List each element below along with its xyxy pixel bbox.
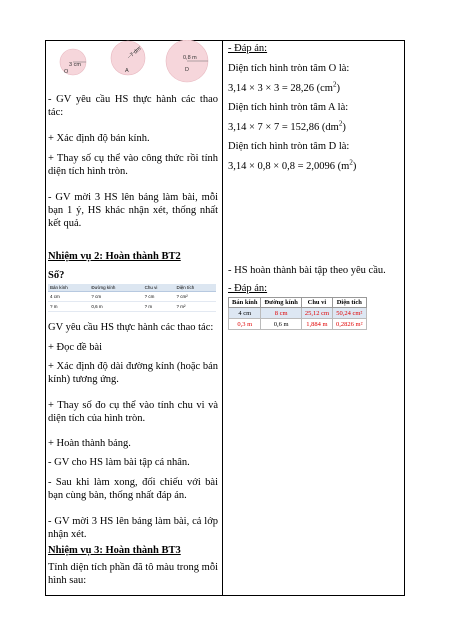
right-line3: Diện tích hình tròn tâm A là: bbox=[228, 102, 349, 113]
mini-cell: ? m² bbox=[175, 302, 216, 312]
task3-title: Nhiệm vụ 3: Hoàn thành BT3 bbox=[48, 545, 181, 556]
so-label: Số? bbox=[48, 270, 65, 281]
mini-header-area: Diện tích bbox=[175, 284, 216, 292]
right-line4: 3,14 × 7 × 7 = 152,86 $(dm^2)$ bbox=[228, 119, 346, 133]
mini-header-radius: Bán kính bbox=[48, 284, 89, 292]
circle-o-radius: 3 cm bbox=[69, 62, 81, 68]
left-p1: - GV yêu cầu HS thực hành các thao tác: bbox=[48, 94, 218, 118]
task2-title: Nhiệm vụ 2: Hoàn thành BT2 bbox=[48, 251, 181, 262]
left-p6: + Đọc đề bài bbox=[48, 342, 103, 353]
table-row bbox=[48, 292, 216, 302]
ans-cell: 0,3 m bbox=[229, 319, 261, 330]
mini-cell: ? m bbox=[48, 302, 89, 312]
left-p12: - GV mời 3 HS lên bảng làm bài, cả lớp nhận xét. bbox=[48, 516, 218, 540]
mini-cell: ? cm bbox=[143, 292, 175, 302]
circle-d-radius: 0,8 m bbox=[183, 55, 197, 61]
answer-label-2: - Đáp án: bbox=[228, 283, 268, 294]
ans-cell: 25,12 cm bbox=[301, 308, 332, 319]
right-line5: Diện tích hình tròn tâm D là: bbox=[228, 141, 350, 152]
column-divider bbox=[222, 40, 223, 596]
ans-header-diameter: Đường kính bbox=[261, 298, 301, 308]
mini-cell: ? m bbox=[143, 302, 175, 312]
circles-figure bbox=[55, 40, 220, 84]
left-p4: - GV mời 3 HS lên bảng làm bài, mỗi bạn 1 ý, HS khác nhận xét, thống nhất kết quả. bbox=[48, 192, 218, 229]
mini-header-diameter: Đường kính bbox=[89, 284, 142, 292]
left-p13: Tính diện tích phần đã tô màu trong mỗi hình sau: bbox=[48, 562, 218, 586]
ans-cell: 8 cm bbox=[261, 308, 301, 319]
left-p11: - Sau khi làm xong, đối chiếu với bài bạn cùng bàn, thống nhất đáp án. bbox=[48, 477, 218, 501]
answer-table bbox=[228, 297, 367, 330]
left-p3: + Thay số cụ thể vào công thức rồi tính diện tích hình tròn. bbox=[48, 153, 218, 177]
right-line7: - HS hoàn thành bài tập theo yêu cầu. bbox=[228, 265, 386, 276]
circle-d-center: D bbox=[185, 67, 189, 73]
left-p10: - GV cho HS làm bài tập cá nhân. bbox=[48, 457, 190, 468]
ans-cell: 1,884 m bbox=[301, 319, 332, 330]
mini-header-perimeter: Chu vi bbox=[143, 284, 175, 292]
ans-header-perimeter: Chu vi bbox=[301, 298, 332, 308]
right-line1: Diện tích hình tròn tâm O là: bbox=[228, 63, 350, 74]
answer-label-1: - Đáp án: bbox=[228, 43, 268, 54]
ans-cell: 0,2826 m² bbox=[333, 319, 367, 330]
table-row bbox=[229, 308, 367, 319]
mini-cell: 0,6 m bbox=[89, 302, 142, 312]
circle-o-center: O bbox=[64, 69, 69, 75]
left-p7: + Xác định độ dài đường kính (hoặc bán kính) tương ứng. bbox=[48, 361, 218, 385]
ans-cell: 50,24 cm² bbox=[333, 308, 367, 319]
exercise-table bbox=[48, 284, 216, 312]
right-line2: 3,14 × 3 × 3 = 28,26 $(cm^2)$ bbox=[228, 80, 340, 94]
ans-cell: 0,6 m bbox=[261, 319, 301, 330]
circle-a-radius: 7 dm bbox=[129, 45, 143, 59]
mini-cell: ? cm bbox=[89, 292, 142, 302]
ans-header-area: Diện tích bbox=[333, 298, 367, 308]
table-row bbox=[48, 302, 216, 312]
mini-cell: ? cm² bbox=[175, 292, 216, 302]
mini-cell: 4 cm bbox=[48, 292, 89, 302]
left-p8: + Thay số đo cụ thể vào tính chu vi và diện tích của hình tròn. bbox=[48, 400, 218, 424]
ans-cell: 4 cm bbox=[229, 308, 261, 319]
ans-header-radius: Bán kính bbox=[229, 298, 261, 308]
left-p9: + Hoàn thành bảng. bbox=[48, 438, 131, 449]
table-row bbox=[229, 319, 367, 330]
left-p5: GV yêu cầu HS thực hành các thao tác: bbox=[48, 322, 214, 333]
circle-a-center: A bbox=[125, 68, 129, 74]
right-line6: 3,14 × 0,8 × 0,8 = 2,0096 $(m^2)$ bbox=[228, 158, 357, 172]
left-p2: + Xác định độ bán kính. bbox=[48, 133, 150, 144]
